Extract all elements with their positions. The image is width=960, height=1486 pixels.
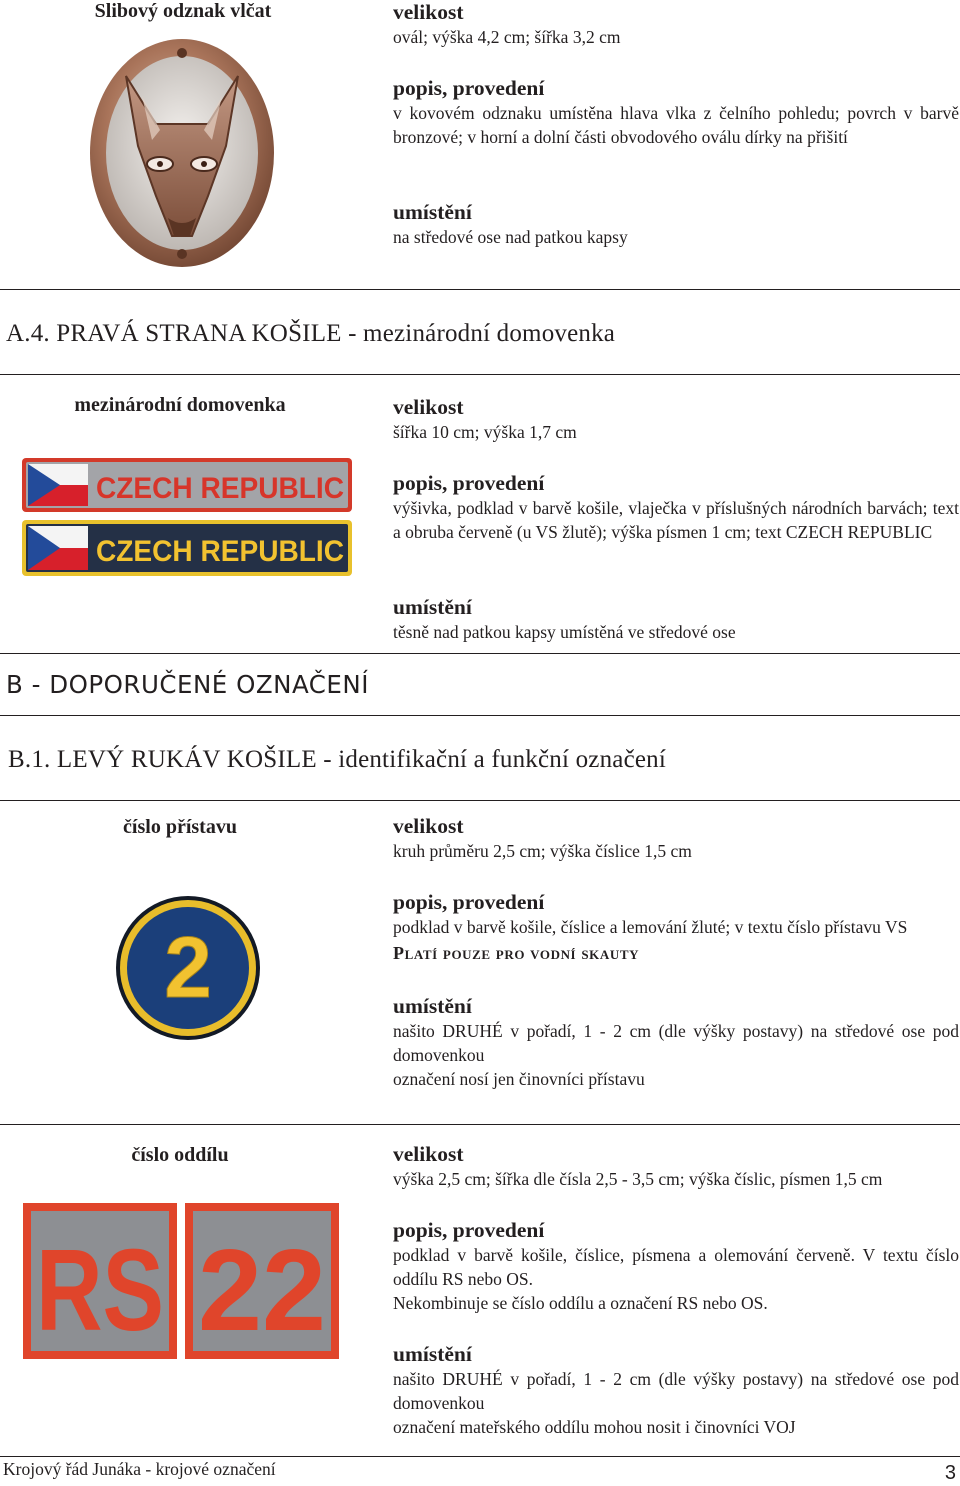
popis-text: výšivka, podklad v barvě košile, vlaječka v příslušných národních barvách; text a obruba červeně (u VS žlutě); výška písmen 1 cm; text CZECH REPUBLIC — [393, 498, 959, 542]
czech-republic-patch-image — [20, 456, 356, 578]
umisteni-text: našito DRUHÉ v pořadí, 1 - 2 cm (dle výšky postavy) na středové ose pod domovenkou — [393, 1021, 959, 1065]
patch-text-bottom: CZECH REPUBLIC — [96, 535, 344, 568]
harbor-number-badge-image — [114, 894, 262, 1042]
velikost-heading: velikost — [393, 395, 464, 419]
patch-right-text: 22 — [198, 1225, 326, 1355]
badge-number: 2 — [164, 920, 212, 1016]
item-label-oddil: číslo oddílu — [131, 1144, 229, 1166]
troop-number-patch-image — [22, 1202, 340, 1360]
velikost-heading: velikost — [393, 0, 464, 24]
page-number: 3 — [944, 1462, 956, 1484]
patch-text-top: CZECH REPUBLIC — [96, 472, 344, 505]
divider-rule — [0, 374, 960, 375]
footer-title: Krojový řád Junáka - krojové označení — [3, 1459, 276, 1479]
popis-text: podklad v barvě košile, číslice, písmena a olemování červeně. V textu číslo oddílu RS nebo OS. — [393, 1245, 959, 1289]
item-label-wolf-badge: Slibový odznak vlčat — [94, 0, 272, 22]
section-title-a4: A.4. PRAVÁ STRANA KOŠILE - mezinárodní domovenka — [6, 320, 616, 347]
popis-heading: popis, provedení — [393, 471, 545, 495]
divider-rule — [0, 715, 960, 716]
divider-rule — [0, 800, 960, 801]
velikost-text: kruh průměru 2,5 cm; výška číslice 1,5 cm — [393, 841, 692, 861]
velikost-text: šířka 10 cm; výška 1,7 cm — [393, 422, 577, 442]
divider-rule — [0, 653, 960, 654]
item-label-pristav: číslo přístavu — [123, 816, 237, 838]
water-scouts-note: Platí pouze pro vodní skauty — [393, 943, 640, 963]
divider-rule — [0, 289, 960, 290]
velikost-text: ovál; výška 4,2 cm; šířka 3,2 cm — [393, 27, 621, 47]
section-title-b1: B.1. LEVÝ RUKÁV KOŠILE - identifikační a funkční označení — [8, 746, 667, 773]
popis-text: podklad v barvě košile, číslice a lemování žluté; v textu číslo přístavu VS — [393, 917, 908, 937]
wolf-badge-image — [86, 36, 278, 270]
popis-heading: popis, provedení — [393, 76, 545, 100]
popis-text: v kovovém odznaku umístěna hlava vlka z čelního pohledu; povrch v barvě bronzové; v horní a dolní části obvodového oválu dírky na přišití — [393, 103, 959, 147]
popis-heading: popis, provedení — [393, 890, 545, 914]
umisteni-text: těsně nad patkou kapsy umístěná ve středové ose — [393, 622, 736, 642]
velikost-text: výška 2,5 cm; šířka dle čísla 2,5 - 3,5 cm; výška číslic, písmen 1,5 cm — [393, 1169, 883, 1189]
velikost-heading: velikost — [393, 1142, 464, 1166]
umisteni-text: našito DRUHÉ v pořadí, 1 - 2 cm (dle výšky postavy) na středové ose pod domovenkou — [393, 1369, 959, 1413]
section-title-b: B - DOPORUČENÉ OZNAČENÍ — [6, 670, 369, 699]
umisteni-heading: umístění — [393, 200, 472, 224]
divider-rule — [0, 1124, 960, 1125]
umisteni-heading: umístění — [393, 994, 472, 1018]
footer-rule — [0, 1456, 960, 1457]
umisteni-heading: umístění — [393, 595, 472, 619]
patch-left-text: RS — [36, 1225, 164, 1355]
umisteni-heading: umístění — [393, 1342, 472, 1366]
popis-heading: popis, provedení — [393, 1218, 545, 1242]
umisteni-text: na středové ose nad patkou kapsy — [393, 227, 628, 247]
umisteni-text-2: označení nosí jen činovníci přístavu — [393, 1069, 645, 1089]
item-label-domovenka: mezinárodní domovenka — [74, 394, 286, 416]
popis-text-2: Nekombinuje se číslo oddílu a označení RS nebo OS. — [393, 1293, 768, 1313]
umisteni-text-2: označení mateřského oddílu mohou nosit i činovníci VOJ — [393, 1417, 796, 1437]
velikost-heading: velikost — [393, 814, 464, 838]
